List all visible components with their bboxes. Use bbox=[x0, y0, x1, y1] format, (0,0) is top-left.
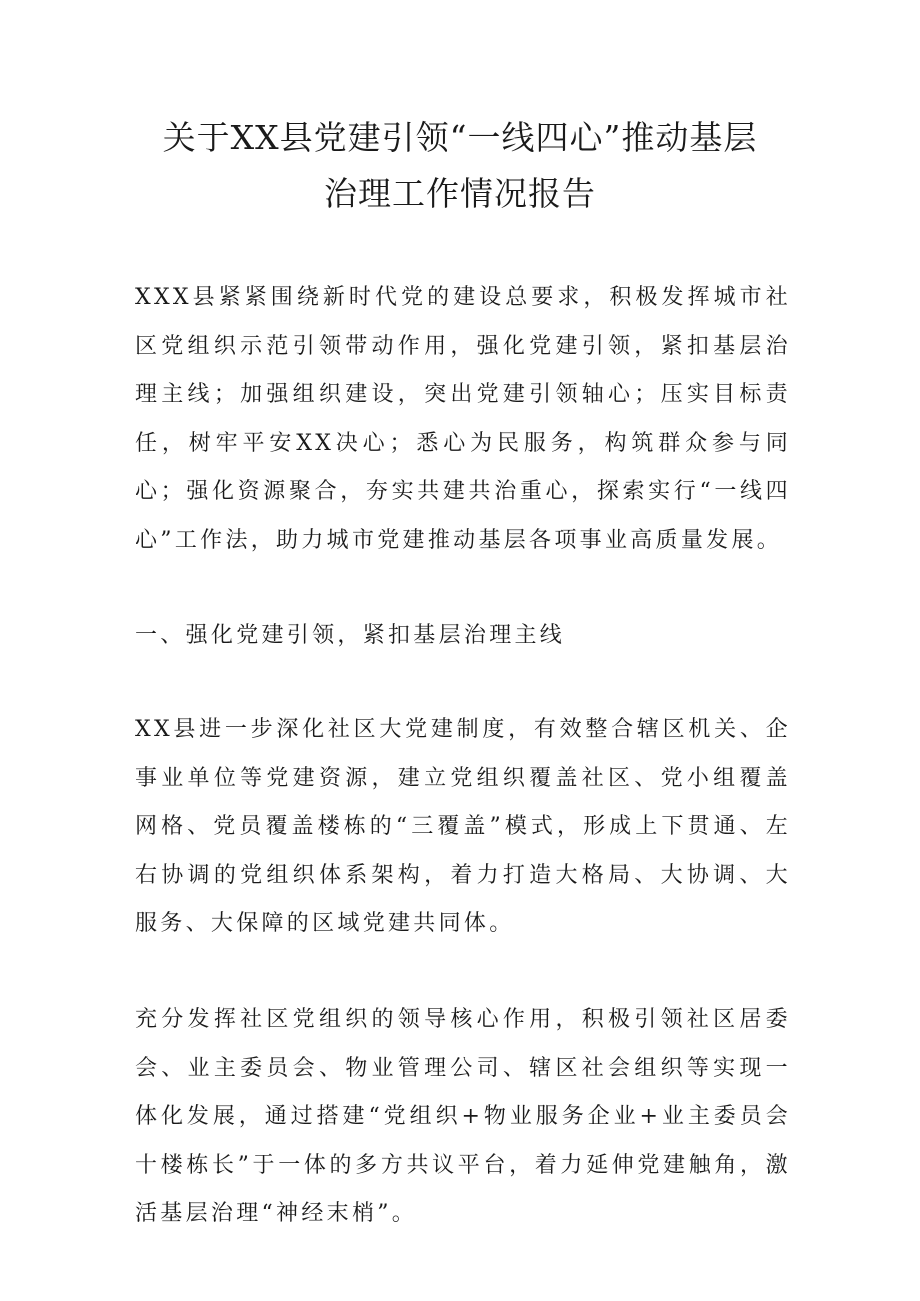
section-1-paragraph-2: 充分发挥社区党组织的领导核心作用，积极引领社区居委会、业主委员会、物业管理公司、辖区社会组织等实现一体化发展，通过搭建“党组织+物业服务企业+业主委员会十楼栋长”于一体的多方共议平台，着力延伸党建触角，激活基层治理“神经末梢”。 bbox=[135, 1007, 791, 1226]
title-line-1: 关于XX县党建引领“一线四心”推动基层 bbox=[162, 118, 758, 157]
title-line-2: 治理工作情况报告 bbox=[324, 174, 596, 213]
document-title bbox=[100, 110, 820, 222]
intro-paragraph: XXX县紧紧围绕新时代党的建设总要求，积极发挥城市社区党组织示范引领带动作用，强化党建引领，紧扣基层治理主线；加强组织建设，突出党建引领轴心；压实目标责任，树牢平安XX决心；悉心为民服务，构筑群众参与同心；强化资源聚合，夯实共建共治重心，探索实行“一线四心”工作法，助力城市党建推动基层各项事业高质量发展。 bbox=[135, 285, 791, 553]
section-1-paragraph-1: XX县进一步深化社区大党建制度，有效整合辖区机关、企事业单位等党建资源，建立党组织覆盖社区、党小组覆盖网格、党员覆盖楼栋的“三覆盖”模式，形成上下贯通、左右协调的党组织体系架构，着力打造大格局、大协调、大服务、大保障的区域党建共同体。 bbox=[135, 717, 791, 936]
section-1-heading: 一、强化党建引领，紧扣基层治理主线 bbox=[135, 623, 566, 648]
